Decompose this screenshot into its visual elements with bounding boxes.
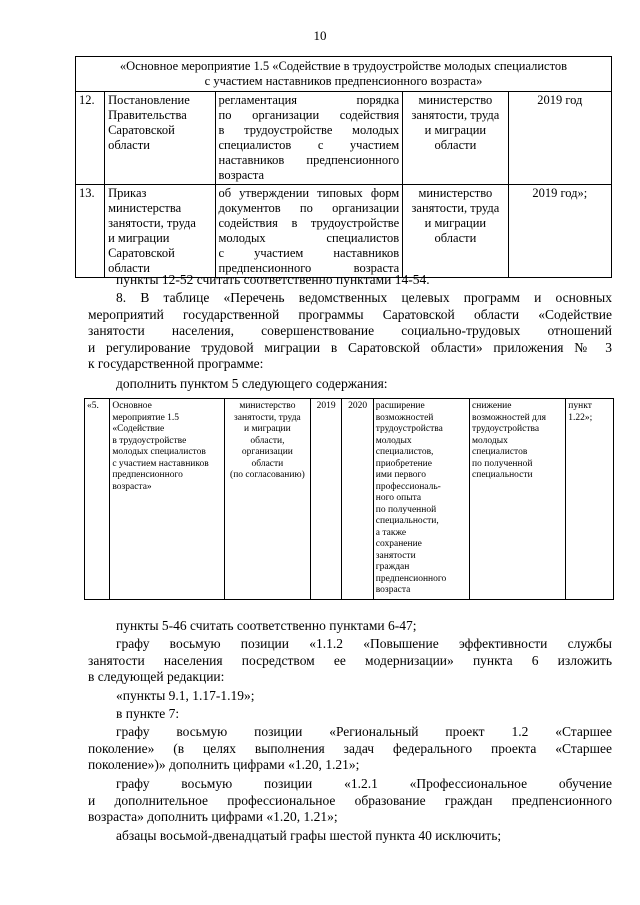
row-number: «5. (85, 399, 110, 600)
paragraph: дополнить пунктом 5 следующего содержания: (116, 376, 388, 391)
table-header-row (76, 57, 612, 92)
table-row (76, 92, 612, 185)
page-number: 10 (313, 28, 327, 43)
paragraph: абзацы восьмой-двенадцатый графы шестой пункта 40 исключить; (116, 828, 502, 843)
start-year-cell: 2019 (310, 399, 341, 600)
paragraph: графу восьмую позиции «Региональный проект 1.2 «Старшее поколение» (в целях выполнения задач федерального проекта «Старшее поколение»)» дополнить цифрами «1.20, 1.21»; (88, 724, 612, 772)
paragraph: в пункте 7: (116, 706, 180, 721)
paragraph: «пункты 9.1, 1.17-1.19»; (116, 688, 255, 703)
measures-table (75, 56, 612, 278)
deadline-cell: 2019 год»; (508, 185, 611, 278)
paragraph: графу восьмую позиции «1.2.1 «Профессиональное обучение и дополнительное профессиональное образование граждан предпенсионного возраста» дополнить цифрами «1.20, 1.21»; (88, 776, 612, 824)
table-row (76, 185, 612, 278)
executor-cell: министерство занятости, труда и миграции области (403, 92, 508, 185)
row-number: 12. (76, 92, 105, 185)
expected-result-cell: расширение возможностей трудоустройства молодых специалистов, приобретение ими первого профессиональ- ного опыта по полученной специальности, а также сохранение занятости граждан предпенсионного возраста (373, 399, 469, 600)
paragraph: 8. В таблице «Перечень ведомственных целевых программ и основных мероприятий государственной программы Саратовской области «Содействие занятости населения, совершенствование социально-трудовых отношений и регулирование трудовой миграции в Саратовской области» приложения № 3 к государственной программе: (88, 290, 612, 371)
document-type-cell: Постановление Правительства Саратовской области (105, 92, 215, 185)
document-name-cell: об утверждении типовых форм документов по организации содействия в трудоустройстве молодых специалистов с участием наставников предпенсионного возраста (215, 185, 403, 278)
measure-name-cell: Основное мероприятие 1.5 «Содействие в трудоустройстве молодых специалистов с участием наставников предпенсионного возраста» (110, 399, 225, 600)
table-row (85, 399, 614, 600)
program-table (84, 398, 614, 600)
paragraph: пункты 12-52 считать соответственно пунктами 14-54. (116, 272, 430, 287)
executor-cell: министерство занятости, труда и миграции области, организации области (по согласованию) (224, 399, 310, 600)
executor-cell: министерство занятости, труда и миграции области (403, 185, 508, 278)
indicator-link-cell: пункт 1.22»; (566, 399, 614, 600)
deadline-cell: 2019 год (508, 92, 611, 185)
end-year-cell: 2020 (342, 399, 373, 600)
table-header-cell: «Основное мероприятие 1.5 «Содействие в трудоустройстве молодых специалистов с участием наставников предпенсионного возраста» (76, 57, 612, 92)
consequence-cell: снижение возможностей для трудоустройства молодых специалистов по полученной специальности (470, 399, 566, 600)
row-number: 13. (76, 185, 105, 278)
document-name-cell: регламентация порядка по организации содействия в трудоустройстве молодых специалистов с участием наставников предпенсионного возраста (215, 92, 403, 185)
document-type-cell: Приказ министерства занятости, труда и миграции Саратовской области (105, 185, 215, 278)
paragraph: графу восьмую позиции «1.1.2 «Повышение эффективности службы занятости населения посредством ее модернизации» пункта 6 изложить в следующей редакции: (88, 636, 612, 684)
paragraph: пункты 5-46 считать соответственно пунктами 6-47; (116, 618, 417, 633)
